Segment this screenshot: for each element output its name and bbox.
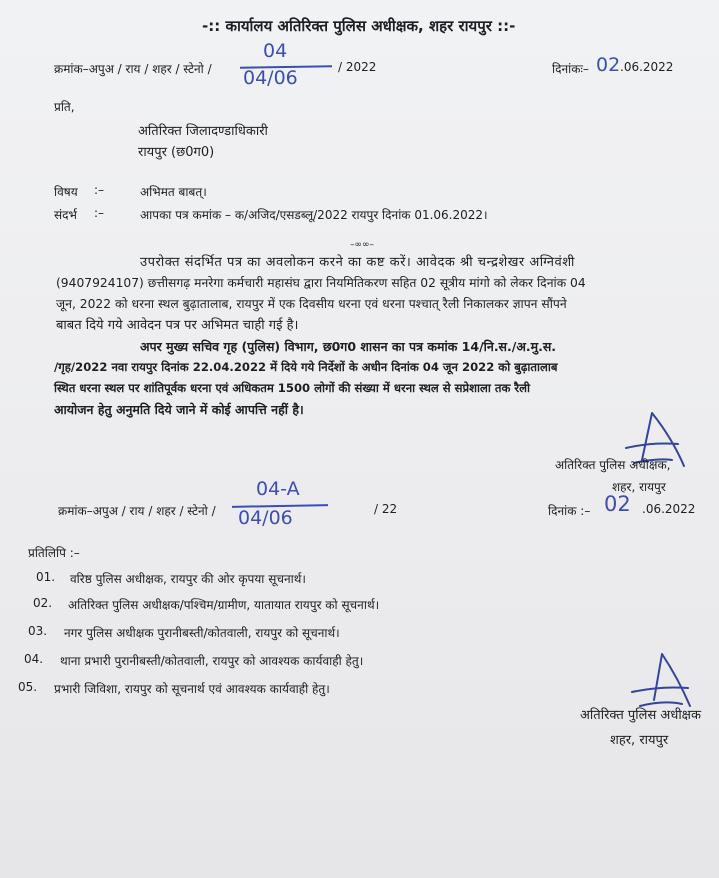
addressee-designation: अतिरिक्त जिलादण्डाधिकारी: [138, 124, 268, 139]
prati-label: प्रति,: [54, 100, 75, 114]
reference-label: संदर्भ: [54, 208, 77, 222]
signature-2-designation: अतिरिक्त पुलिस अधीक्षक: [580, 708, 701, 723]
body-paragraph-2-line-4: आयोजन हेतु अनुमति दिये जाने में कोई आपत्ति नहीं है।: [54, 402, 304, 417]
copy-date-rest: .06.2022: [642, 502, 696, 516]
copy-item-num: 02.: [33, 596, 53, 610]
handwritten-copy-ref-date: 04/06: [238, 507, 293, 529]
copy-ref-number-label: क्रमांक–अपुअ / राय / शहर / स्टेनो /: [58, 504, 216, 518]
copy-item-text: नगर पुलिस अधीक्षक पुरानीबस्ती/कोतवाली, रायपुर को सूचनार्थ।: [64, 626, 340, 640]
body-paragraph-1-line-4: बाबत दिये गये आवेदन पत्र पर अभिमत चाही गई है।: [56, 318, 299, 333]
ref-year: / 2022: [338, 60, 377, 74]
handwritten-day: 02: [596, 54, 621, 76]
copy-item-num: 01.: [36, 570, 56, 584]
date-label: दिनांकः–: [552, 62, 589, 76]
date-rest: .06.2022: [620, 60, 674, 74]
subject-label: विषय: [54, 185, 78, 199]
handwritten-copy-ref-number: 04-A: [256, 478, 300, 500]
signature-1-place: शहर, रायपुर: [612, 480, 666, 494]
copy-item-text: अतिरिक्त पुलिस अधीक्षक/पश्चिम/ग्रामीण, यातायात रायपुर को सूचनार्थ।: [68, 598, 380, 612]
handwritten-copy-day: 02: [604, 492, 631, 516]
copy-date-label: दिनांक :–: [548, 504, 591, 518]
subject-sep: :–: [94, 183, 105, 197]
section-separator: –∞∞–: [350, 240, 374, 250]
copy-item-text: थाना प्रभारी पुरानीबस्ती/कोतवाली, रायपुर को आवश्यक कार्यवाही हेतु।: [60, 654, 364, 668]
ref-number-label: क्रमांक–अपुअ / राय / शहर / स्टेनो /: [54, 62, 212, 76]
reference-sep: :–: [94, 206, 105, 220]
copy-heading: प्रतिलिपि :–: [28, 546, 80, 560]
handwritten-ref-number: 04: [263, 40, 288, 62]
body-paragraph-1-line-2: (9407924107) छत्तीसगढ़ मनरेगा कर्मचारी महासंघ द्वारा नियमितिकरण सहित 02 सूत्रीय मांगो को लेकर दिनांक 04: [56, 276, 586, 290]
reference-text: आपका पत्र कमांक – क/अजिद/एसडब्लू/2022 रायपुर दिनांक 01.06.2022।: [140, 208, 488, 222]
signature-2-place: शहर, रायपुर: [610, 733, 669, 748]
copy-item-num: 05.: [18, 680, 38, 694]
body-paragraph-2-line-3: स्थित धरना स्थल पर शांतिपूर्वक धरना एवं अधिकतम 1500 लोगों की संख्या में धरना स्थल से सप्रेशाला तक रैली: [54, 381, 531, 395]
body-paragraph-2-line-2: /गृह/2022 नवा रायपुर दिनांक 22.04.2022 में दिये गये निर्देशों के अधीन दिनांक 04 जून 2022 को बुढ़ातालाब: [54, 360, 558, 374]
copy-item-text: प्रभारी जिविशा, रायपुर को सूचनार्थ एवं आवश्यक कार्यवाही हेतु।: [54, 682, 330, 696]
copy-ref-year: / 22: [374, 502, 398, 516]
body-paragraph-1-line-1: उपरोक्त संदर्भित पत्र का अवलोकन करने का कष्ट करें। आवेदक श्री चन्द्रशेखर अग्निवंशी: [140, 255, 575, 270]
copy-item-text: वरिष्ठ पुलिस अधीक्षक, रायपुर की ओर कृपया सूचनार्थ।: [70, 572, 306, 586]
handwritten-ref-date: 04/06: [243, 67, 298, 89]
body-paragraph-1-line-3: जून, 2022 को धरना स्थल बुढ़ातालाब, रायपुर में एक दिवसीय धरना एवं धरना पश्चात् रैली निकालकर ज्ञापन सौंपने: [56, 297, 567, 311]
office-title: -:: कार्यालय अतिरिक्त पुलिस अधीक्षक, शहर रायपुर ::-: [202, 17, 516, 35]
copy-item-num: 03.: [28, 624, 48, 638]
body-paragraph-2-line-1: अपर मुख्य सचिव गृह (पुलिस) विभाग, छ0ग0 शासन का पत्र कमांक 14/नि.स./अ.मु.स.: [140, 339, 557, 354]
signature-1-designation: अतिरिक्त पुलिस अधीक्षक,: [555, 458, 671, 472]
addressee-place: रायपुर (छ0ग0): [138, 145, 215, 160]
subject-text: अभिमत बाबत्।: [140, 185, 207, 199]
copy-item-num: 04.: [24, 652, 44, 666]
